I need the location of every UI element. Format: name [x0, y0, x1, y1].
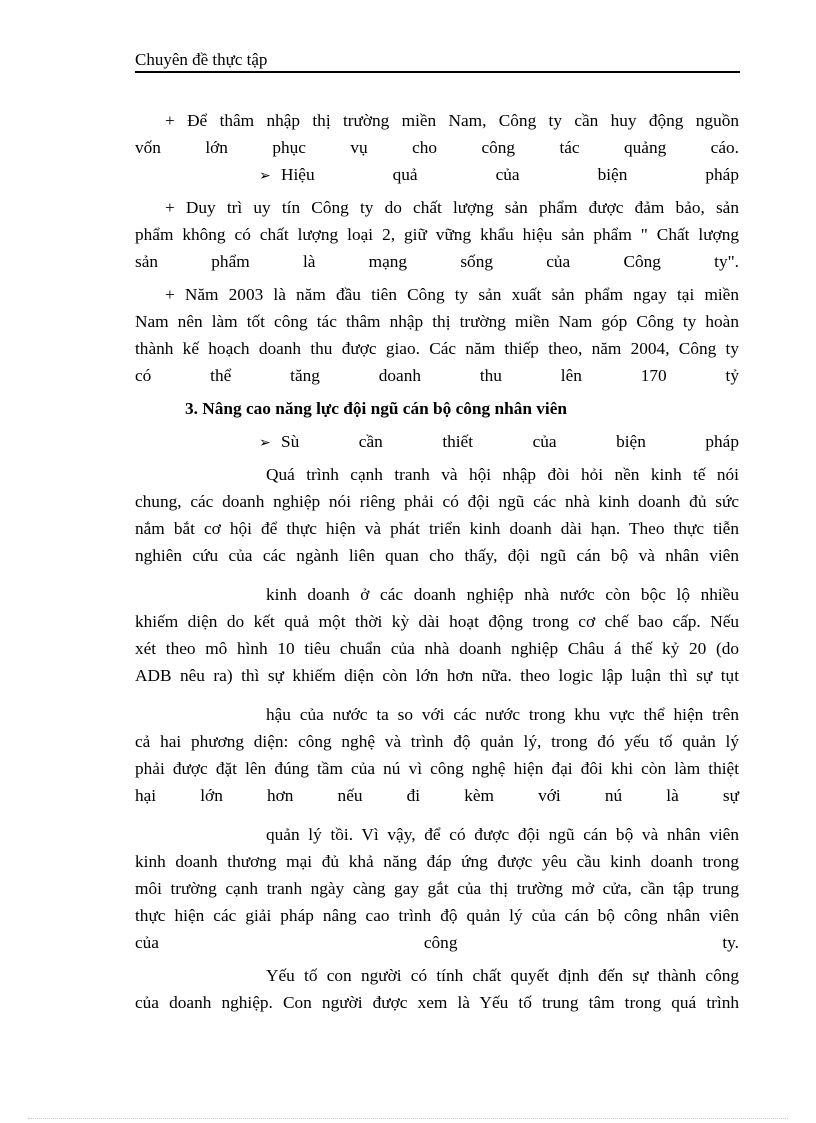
body-line: phải được đặt lên đúng tầm của nú vì công nghệ hiện đại đôi khi còn làm thiệt	[135, 759, 739, 778]
body-line: xét theo mô hình 10 tiêu chuẩn của nhà doanh nghiệp Châu á thế kỷ 20 (do	[135, 639, 739, 658]
body-line: + Để thâm nhập thị trường miền Nam, Công ty cần huy động nguồn	[165, 111, 739, 130]
body-line: hậu của nước ta so với các nước trong khu vực thể hiện trên	[266, 705, 739, 724]
body-line: phẩm không có chất lượng loại 2, giữ vững khẩu hiệu sản phẩm " Chất lượng	[135, 225, 739, 244]
body-line: khiếm diện do kết quả một thời kỳ dài hoạt động trong cơ chế bao cấp. Nếu	[135, 612, 739, 631]
body-line: Yếu tố con người có tính chất quyết định đến sự thành công	[266, 966, 739, 985]
body-line: Quá trình cạnh tranh và hội nhập đòi hỏi nền kinh tế nói	[266, 465, 739, 484]
body-line: + Duy trì uy tín Công ty do chất lượng sản phẩm được đảm bảo, sản	[165, 198, 739, 217]
body-line: có thể tăng doanh thu lên 170 tỷ	[135, 366, 739, 385]
page-header-title: Chuyên đề thực tập	[135, 50, 740, 73]
body-line: quản lý tồi. Vì vậy, để có được đội ngũ cán bộ và nhân viên	[266, 825, 739, 844]
body-line: của công ty.	[135, 933, 739, 952]
body-line: thành kế hoạch doanh thu được giao. Các năm thiếp theo, năm 2004, Công ty	[135, 339, 739, 358]
arrowhead-bullet-icon: ➢	[259, 169, 271, 184]
body-line: kinh doanh ở các doanh nghiệp nhà nước còn bộc lộ nhiều	[266, 585, 739, 604]
body-line: môi trường cạnh tranh ngày càng gay gắt của thị trường mở cửa, cần tập trung	[135, 879, 739, 898]
bullet-heading-text: Sù cần thiết của biện pháp	[281, 432, 739, 451]
body-line: chung, các doanh nghiệp nói riêng phải có đội ngũ các nhà kinh doanh đủ sức	[135, 492, 739, 511]
bullet-heading-necessity	[135, 428, 739, 455]
bullet-heading-text: Hiệu quả của biện pháp	[281, 165, 739, 184]
document-body	[135, 107, 739, 1016]
body-line: cả hai phương diện: công nghệ và trình độ quản lý, trong đó yếu tố quản lý	[135, 732, 739, 751]
page-bottom-divider	[28, 1118, 788, 1119]
section-heading: 3. Nâng cao năng lực đội ngũ cán bộ công nhân viên	[185, 399, 568, 418]
body-line: sản phẩm là mạng sống của Công ty".	[135, 252, 739, 271]
body-line: nghiên cứu của các ngành liên quan cho thấy, đội ngũ cán bộ và nhân viên	[135, 546, 739, 565]
body-line: thực hiện các giải pháp nâng cao trình độ quản lý của cán bộ công nhân viên	[135, 906, 739, 925]
bullet-heading-effect	[135, 161, 739, 188]
body-line: kinh doanh thương mại đủ khả năng đáp ứng được yêu cầu kinh doanh trong	[135, 852, 739, 871]
body-line: Nam nên làm tốt công tác thâm nhập thị trường miền Nam góp Công ty hoàn	[135, 312, 739, 331]
body-line: vốn lớn phục vụ cho công tác quảng cáo.	[135, 138, 739, 157]
arrowhead-bullet-icon: ➢	[259, 436, 271, 451]
body-line: + Năm 2003 là năm đầu tiên Công ty sản xuất sản phẩm ngay tại miền	[165, 285, 739, 304]
body-line: nắm bắt cơ hội để thực hiện và phát triển kinh doanh dài hạn. Theo thực tiễn	[135, 519, 739, 538]
body-line: của doanh nghiệp. Con người được xem là Yếu tố trung tâm trong quá trình	[135, 993, 739, 1012]
body-line: hại lớn hơn nếu đi kèm với nú là sự	[135, 786, 739, 805]
body-line: ADB nêu ra) thì sự khiếm diện còn lớn hơn nữa. theo logic lập luận thì sự tụt	[135, 666, 739, 685]
